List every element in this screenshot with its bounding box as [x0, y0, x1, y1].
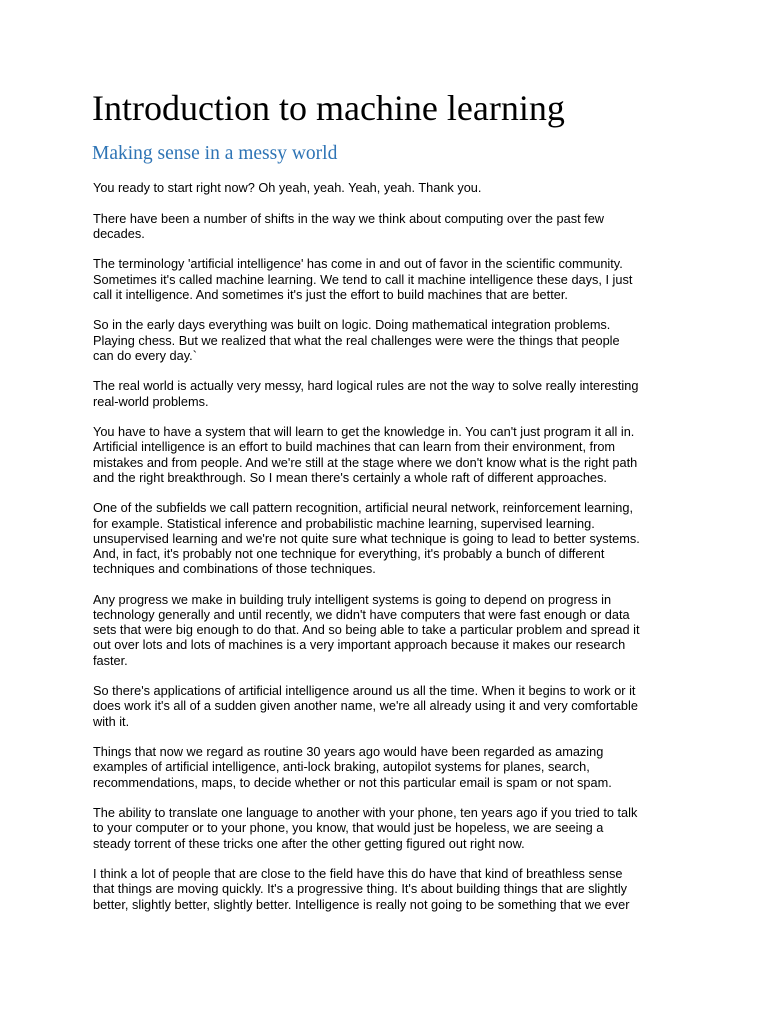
paragraph-line: mistakes and from people. And we're still at the stage where we don't know what is the right path: [93, 454, 638, 470]
paragraph: [93, 180, 683, 195]
paragraph-line: Playing chess. But we realized that what the real challenges were were the things that people: [93, 332, 620, 348]
paragraph-line: to your computer or to your phone, you know, that would just be hopeless, we are seeing a: [93, 820, 604, 836]
paragraph-line: steady torrent of these tricks one after the other getting figured out right now.: [93, 835, 525, 851]
paragraph: [93, 592, 683, 668]
paragraph-line: examples of artificial intelligence, anti-lock braking, autopilot systems for planes, search,: [93, 759, 590, 775]
document-title: Introduction to machine learning: [92, 88, 565, 128]
paragraph-line: decades.: [93, 225, 145, 241]
paragraph-line: So in the early days everything was built on logic. Doing mathematical integration problems.: [93, 317, 611, 333]
paragraph-line: sets that were big enough to do that. And so being able to take a particular problem and spread it: [93, 622, 640, 638]
paragraph-line: does work it's all of a sudden given another name, we're all already using it and very comfortable: [93, 698, 638, 714]
paragraph-line: call it intelligence. And sometimes it's just the effort to build machines that are better.: [93, 286, 568, 302]
paragraph-line: There have been a number of shifts in the way we think about computing over the past few: [93, 210, 605, 226]
paragraph: [93, 378, 683, 408]
paragraph-line: Any progress we make in building truly intelligent systems is going to depend on progress in: [93, 591, 612, 607]
paragraph: [93, 866, 683, 912]
paragraph-line: technology generally and until recently, we didn't have computers that were fast enough or data: [93, 607, 630, 622]
paragraph-line: You ready to start right now? Oh yeah, yeah. Yeah, yeah. Thank you.: [93, 180, 482, 195]
paragraph-line: faster.: [93, 652, 128, 668]
paragraph-line: Sometimes it's called machine learning. We tend to call it machine intelligence these days, I just: [93, 271, 633, 287]
paragraph-line: and the right breakthrough. So I mean there's certainly a whole raft of different approaches.: [93, 469, 607, 485]
paragraph-line: out over lots and lots of machines is a very important approach because it makes our research: [93, 637, 626, 653]
paragraph-line: Things that now we regard as routine 30 years ago would have been regarded as amazing: [93, 744, 604, 760]
paragraph-line: that things are moving quickly. It's a progressive thing. It's about building things that are slightly: [93, 881, 628, 897]
paragraph: [93, 805, 683, 851]
paragraph-line: The terminology 'artificial intelligence' has come in and out of favor in the scientific community.: [93, 256, 623, 272]
document-body: [93, 180, 683, 927]
paragraph-line: recommendations, maps, to decide whether or not this particular email is spam or not spam.: [93, 774, 612, 790]
paragraph-line: I think a lot of people that are close to the field have this do have that kind of breathless sense: [93, 866, 623, 882]
paragraph: [93, 744, 683, 790]
paragraph: [93, 317, 683, 363]
paragraph: [93, 424, 683, 485]
paragraph-line: And, in fact, it's probably not one technique for everything, it's probably a bunch of different: [93, 546, 605, 561]
paragraph: [93, 256, 683, 302]
paragraph-line: real-world problems.: [93, 393, 209, 409]
paragraph-line: Artificial intelligence is an effort to build machines that can learn from their environment, from: [93, 439, 616, 455]
document-subtitle: Making sense in a messy world: [92, 143, 338, 164]
paragraph-line: with it.: [93, 713, 130, 729]
paragraph: [93, 211, 683, 241]
paragraph-line: So there's applications of artificial intelligence around us all the time. When it begins to work or it: [93, 683, 636, 699]
paragraph-line: better, slightly better, slightly better. Intelligence is really not going to be something that we ever: [93, 896, 630, 912]
paragraph-line: can do every day.`: [93, 347, 197, 363]
paragraph-line: The ability to translate one language to another with your phone, ten years ago if you tried to talk: [93, 805, 638, 821]
paragraph-line: unsupervised learning and we're not quite sure what technique is going to lead to better systems.: [93, 530, 640, 546]
paragraph: [93, 683, 683, 729]
paragraph-line: The real world is actually very messy, hard logical rules are not the way to solve really interesting: [93, 378, 639, 394]
paragraph-line: techniques and combinations of those techniques.: [93, 561, 376, 577]
paragraph-line: You have to have a system that will learn to get the knowledge in. You can't just program it all in.: [93, 424, 635, 440]
paragraph-line: for example. Statistical inference and probabilistic machine learning, supervised learning.: [93, 515, 595, 531]
paragraph: [93, 500, 683, 576]
paragraph-line: One of the subfields we call pattern recognition, artificial neural network, reinforcement learning,: [93, 500, 634, 516]
